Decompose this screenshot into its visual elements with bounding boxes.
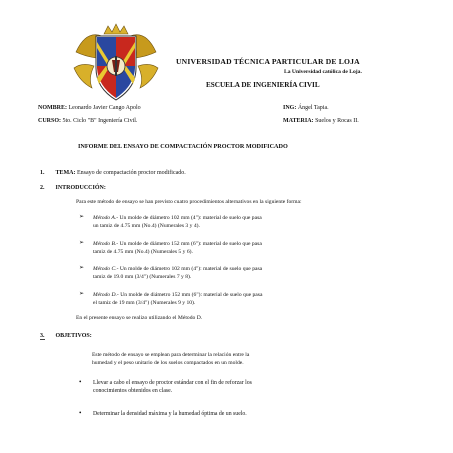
method-desc-line2: tamiz de 19.0 mm (3/4") (Numerales 7 y 8). <box>93 273 192 280</box>
method-d-item <box>79 291 403 308</box>
section-tema <box>40 170 186 176</box>
method-name: Método D.- <box>93 292 119 298</box>
name-value: Leonardo Javier Cango Apolo <box>68 105 141 111</box>
method-desc-line2: tamiz de 4.75 mm (No.4) (Numerales 5 y 6). <box>93 248 193 255</box>
subject-line <box>283 118 359 124</box>
arrow-bullet-icon: ➢ <box>79 291 85 297</box>
report-title: INFORME DEL ENSAYO DE COMPACTACIÓN PROCTOR MODIFICADO <box>78 143 288 150</box>
section-objetivos <box>40 333 92 339</box>
method-b-item <box>79 240 403 257</box>
student-name-line <box>38 105 141 111</box>
objective-1-line2: conocimientos obtenidos en clase. <box>93 388 173 394</box>
method-desc-line1: Un molde de diámetro 152 mm (6"): material de suelo que pasa <box>119 241 262 247</box>
method-a-item <box>79 214 403 231</box>
arrow-bullet-icon: ➢ <box>79 240 85 246</box>
objective-item-1 <box>79 378 403 395</box>
section-introduccion <box>40 185 106 191</box>
university-motto: La Universidad católica de Loja. <box>284 69 362 75</box>
method-name: Método B.- <box>93 241 119 247</box>
university-name: UNIVERSIDAD TÉCNICA PARTICULAR DE LOJA <box>176 57 360 66</box>
section-number: 2. <box>40 185 45 191</box>
university-crest-logo <box>72 22 160 104</box>
section-divider <box>40 339 45 340</box>
section-heading-introduccion: INTRODUCCIÓN: <box>55 185 106 191</box>
objectives-line1: Este método de ensayo se emplean para determinar la relación entre la <box>92 352 250 358</box>
arrow-bullet-icon: ➢ <box>79 214 85 220</box>
intro-closing: En el presente ensayo se realizo utilizando el Método D. <box>76 315 203 321</box>
objective-1-line1: Llevar a cabo el ensayo de proctor estándar con el fin de reforzar los <box>93 380 252 386</box>
objective-2-text: Determinar la densidad máxima y la humedad óptima de un suelo. <box>93 411 247 417</box>
subject-label: MATERIA: <box>283 118 314 124</box>
method-desc-line2: el tamiz de 19 mm (3/4") (Numerales 9 y 10). <box>93 299 196 306</box>
bullet-dot-icon: • <box>79 409 82 417</box>
tema-text: Ensayo de compactación proctor modificado. <box>77 170 186 176</box>
course-label: CURSO: <box>38 118 62 124</box>
subject-value: Suelos y Rocas II. <box>315 118 359 124</box>
objectives-paragraph <box>92 352 403 368</box>
bullet-dot-icon: • <box>79 378 82 386</box>
section-heading-tema: TEMA: <box>55 170 76 176</box>
intro-paragraph: Para este método de ensayo se han previsto cuatro procedimientos alternativos en la siguiente forma: <box>76 199 302 205</box>
method-desc-line1: Un molde de diámetro 152 mm (6"): material de suelo que pasa <box>120 292 263 298</box>
engineer-label: ING: <box>283 105 297 111</box>
section-number: 3. <box>40 333 45 339</box>
objectives-line2: humedad y el peso unitario de los suelos compactados en un molde. <box>92 359 244 366</box>
method-desc-line1: Un molde de diámetro 102 mm (4"): material de suelo que pasa <box>119 215 262 221</box>
course-value: 5to. Ciclo "B" Ingeniería Civil. <box>62 118 138 124</box>
method-name: Método C.- <box>93 266 119 272</box>
method-name: Método A.- <box>93 215 119 221</box>
engineer-line <box>283 105 329 111</box>
method-desc-line2: un tamiz de 4.75 mm (No.4) (Numerales 3 y 4). <box>93 222 200 229</box>
name-label: NOMBRE: <box>38 105 67 111</box>
arrow-bullet-icon: ➢ <box>79 265 85 271</box>
section-heading-objetivos: OBJETIVOS: <box>55 333 92 339</box>
section-number: 1. <box>40 170 45 176</box>
course-line <box>38 118 137 124</box>
method-desc-line1: Un molde de diámetro 102 mm (4"): material de suelo que pasa <box>119 266 263 272</box>
objective-item-2 <box>79 409 403 418</box>
method-c-item <box>79 265 403 282</box>
school-name: ESCUELA DE INGENIERÍA CIVIL <box>206 81 320 89</box>
engineer-value: Ángel Tapia. <box>297 105 329 111</box>
